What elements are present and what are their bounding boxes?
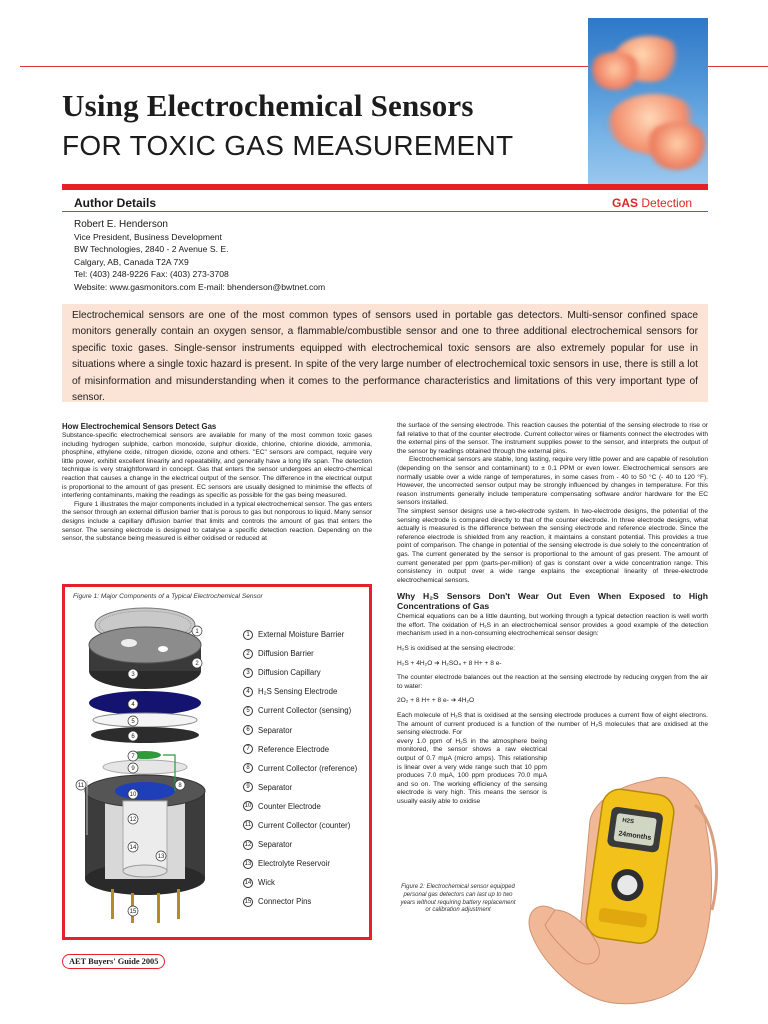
section-tag-rest: Detection xyxy=(638,196,693,210)
legend-label: Current Collector (counter) xyxy=(258,820,351,830)
column-right xyxy=(397,422,708,807)
legend-number: 14 xyxy=(244,879,252,886)
legend-label: Wick xyxy=(258,878,275,888)
svg-text:7: 7 xyxy=(131,754,135,760)
author-line: Vice President, Business Development xyxy=(74,232,222,242)
sky-cloud-image xyxy=(588,18,708,186)
paragraph: Figure 1 illustrates the major components included in a typical electrochemical sensor. The gas enters the sensor through an external diffusion barrier that is porous to gas but nonporous to liquid. Many sensor designs include a capillary diffusion barrier that limits and controls the amount of gas that enters the sensor. The sensing electrode is designed to catalyse a specific detection reaction. Depending on the sensor, the substance being measured is either oxidised or reduced at xyxy=(62,500,372,543)
legend-item xyxy=(243,759,357,778)
legend-number: 8 xyxy=(243,763,253,773)
author-name: Robert E. Henderson xyxy=(74,219,168,230)
figure-2-caption: Figure 2: Electrochemical sensor equipped personal gas detectors can last up to two years without requiring battery replacement or calibration adjustment xyxy=(400,884,516,914)
paragraph: every 1.0 ppm of H₂S in the atmosphere being monitored, the sensor shows a raw electrical output of 0.7 mμA (micro amps). This relationship is linear over a very wide range such that 10 ppm produces 7.0 mμA, 100 ppm produces 70.0 mμA and so on. The working efficiency of the sensing electrode is very high. This means the sensor is usually easily able to oxidise xyxy=(397,737,547,805)
legend-item xyxy=(243,740,357,759)
svg-text:14: 14 xyxy=(129,845,137,851)
legend-item xyxy=(243,854,357,873)
paragraph: Substance-specific electrochemical sensors are available for many of the most common toxic gases including hydrogen sulphide, carbon monoxide, sulphur dioxide, chlorine, chlorine dioxide, ammonia, phosphine, ethylene oxide, nitrogen dioxide, ozone and others. "EC" sensors are compact, require very little power, exhibit excellent linearity and repeatability, and generally have a long life span. The detection technique is very straightforward in concept. Gas that enters the sensor undergoes an electro-chemical reaction that causes a change in the electrical output of the sensor. The difference in the electrical output is proportional to the amount of gas present. EC sensors are usually designed to minimise the effects of interfering contaminants, making the readings as specific as possible for the gas being measured. xyxy=(62,432,372,500)
author-details xyxy=(74,218,325,293)
legend-label: Diffusion Capillary xyxy=(258,668,321,678)
legend-label: Reference Electrode xyxy=(258,744,330,754)
legend-label: Diffusion Barrier xyxy=(258,649,314,659)
svg-text:11: 11 xyxy=(77,783,85,789)
column-left xyxy=(62,422,372,544)
legend-label: Separator xyxy=(258,840,293,850)
legend-item xyxy=(243,701,357,720)
svg-text:5: 5 xyxy=(131,719,135,725)
legend-item xyxy=(243,625,357,644)
author-line: BW Technologies, 2840 - 2 Avenue S. E. xyxy=(74,244,229,255)
legend-number: 13 xyxy=(244,860,252,867)
device-display-text: 24months xyxy=(617,830,652,842)
figure-1 xyxy=(62,584,372,940)
legend-number: 2 xyxy=(243,649,253,659)
legend-item xyxy=(243,873,357,892)
legend-item xyxy=(243,778,357,797)
legend-number: 12 xyxy=(244,841,252,848)
legend-number: 1 xyxy=(243,630,253,640)
legend-item xyxy=(243,835,357,854)
author-line: Calgary, AB, Canada T2A 7X9 xyxy=(74,256,189,267)
svg-text:12: 12 xyxy=(129,817,137,823)
device-gas-text: H2S xyxy=(621,817,635,826)
svg-text:9: 9 xyxy=(131,766,135,772)
title-red-bar xyxy=(62,184,708,190)
legend-number: 4 xyxy=(243,687,253,697)
paragraph: H₂S is oxidised at the sensing electrode: xyxy=(397,645,516,653)
figure-1-legend xyxy=(243,625,357,911)
paragraph: Each molecule of H₂S that is oxidised at the sensing electrode produces a current flow of eight electrons. The amount of current produced is a function of the number of H₂S molecules that are oxidised at the sensing electrode. For xyxy=(397,712,708,737)
legend-number: 11 xyxy=(244,822,252,829)
svg-text:8: 8 xyxy=(178,783,182,789)
legend-item xyxy=(243,797,357,816)
svg-text:2: 2 xyxy=(195,661,199,667)
svg-text:6: 6 xyxy=(131,734,135,740)
section-tag-bold: GAS xyxy=(612,196,639,210)
paragraph: Chemical equations can be a little daunting, but working through a typical detection reaction is well worth the effort. The oxidation of H₂S in an electrochemical sensor provides a good example of the detection mechanism used in a non-consuming electrochemical sensor design: xyxy=(397,613,708,638)
footer-badge: AET Buyers' Guide 2005 xyxy=(62,954,165,969)
svg-text:15: 15 xyxy=(129,909,137,915)
author-rule xyxy=(62,211,708,212)
legend-number: 3 xyxy=(243,668,253,678)
svg-text:3: 3 xyxy=(131,672,135,678)
legend-label: Electrolyte Reservoir xyxy=(258,859,330,869)
paragraph: Electrochemical sensors are stable, long lasting, require very little power and are capable of resolution (depending on the sensor and contaminant) to ± 0.1 PPM or even lower. Electrochemical sensors are normally usable over a wide range of temperatures, in some cases from - 40 to 50 °C (- 40 to 120 °F). However, the uncorrected sensor output may be strongly influenced by changes in temperature. For this reason instruments generally include temperature compensating software and/or hardware for the EC sensors installed. xyxy=(397,456,708,507)
paragraph: The simplest sensor designs use a two-electrode system. In two-electrode designs, the potential of the sensing electrode is compared directly to that of the counter electrode. In three electrode designs, what actually is measured is the difference between the sensing electrode and reference electrode. Since the reference electrode is shielded from any reaction, it maintains a constant potential. This provides a true point of comparison. The change in potential of the sensing electrode is due solely to the concentration of gas. The current generated by the sensor is proportional to the amount of gas present. The amount of current generated per ppm (parts-per-million) of gas is constant over a wide concentration range. This consistency in output over a wide range explains the exceptional linearity of three-electrode electrochemical sensors. xyxy=(397,507,708,584)
legend-item xyxy=(243,892,357,911)
author-heading: Author Details xyxy=(74,196,157,210)
legend-label: H₂S Sensing Electrode xyxy=(258,687,338,697)
svg-text:13: 13 xyxy=(157,854,165,860)
author-line: Tel: (403) 248-9226 Fax: (403) 273-3708 xyxy=(74,269,229,280)
equation: H₂S + 4H₂O ➔ H₂SO₄ + 8 H+ + 8 e- xyxy=(397,659,502,667)
svg-text:1: 1 xyxy=(195,629,199,635)
legend-item xyxy=(243,816,357,835)
section-heading: How Electrochemical Sensors Detect Gas xyxy=(62,422,217,431)
title-line-1: Using Electrochemical Sensors xyxy=(62,88,474,123)
legend-item xyxy=(243,644,357,663)
gas-detector-photo xyxy=(500,760,750,1010)
legend-item xyxy=(243,663,357,682)
legend-label: Current Collector (reference) xyxy=(258,763,358,773)
section-heading: Why H₂S Sensors Don't Wear Out Even When Exposed to High Concentrations of Gas xyxy=(397,591,708,612)
author-line: Website: www.gasmonitors.com E-mail: bhenderson@bwtnet.com xyxy=(74,281,326,292)
sensor-exploded-diagram xyxy=(65,605,245,935)
legend-number: 15 xyxy=(244,898,252,905)
equation: 2O₂ + 8 H+ + 8 e- ➔ 4H₂O xyxy=(397,697,475,705)
section-tag xyxy=(612,196,692,210)
legend-number: 9 xyxy=(243,782,253,792)
paragraph: the surface of the sensing electrode. This reaction causes the potential of the sensing electrode to rise or fall relative to that of the counter electrode. Current collector wires or filaments connect the electrodes with the external pins of the sensor. The instrument supplies power to the sensor, and interprets the output of the sensor by readings obtained through the external pins. xyxy=(397,422,708,455)
legend-item xyxy=(243,720,357,739)
legend-number: 5 xyxy=(243,706,253,716)
legend-number: 7 xyxy=(243,744,253,754)
legend-label: Counter Electrode xyxy=(258,801,321,811)
svg-text:4: 4 xyxy=(131,702,135,708)
title-line-2: FOR TOXIC GAS MEASUREMENT xyxy=(62,130,514,161)
legend-number: 10 xyxy=(244,803,252,810)
abstract-box: Electrochemical sensors are one of the most common types of sensors used in portable gas detectors. Multi-sensor confined space monitors generally contain an oxygen sensor, a flammable/combustible sensor and one to three additional electrochemical sensors for specific toxic gases. Single-sensor instruments equipped with electrochemical toxic sensors are also extremely popular for use in situations where a single toxic hazard is present. In spite of the very large number of electrochemical toxic sensors in use, there is still a lot of misinformation and misunderstanding when it comes to the performance characteristics and limitations of this very important type of sensor. xyxy=(62,304,708,402)
legend-label: Separator xyxy=(258,782,293,792)
paragraph: The counter electrode balances out the reaction at the sensing electrode by reducing oxygen from the air to water: xyxy=(397,674,708,690)
legend-label: Current Collector (sensing) xyxy=(258,706,352,716)
legend-label: Connector Pins xyxy=(258,897,312,907)
svg-text:10: 10 xyxy=(129,792,137,798)
legend-item xyxy=(243,682,357,701)
legend-label: Separator xyxy=(258,725,293,735)
legend-number: 6 xyxy=(243,725,253,735)
figure-1-caption: Figure 1: Major Components of a Typical Electrochemical Sensor xyxy=(73,593,263,600)
legend-label: External Moisture Barrier xyxy=(258,630,345,640)
